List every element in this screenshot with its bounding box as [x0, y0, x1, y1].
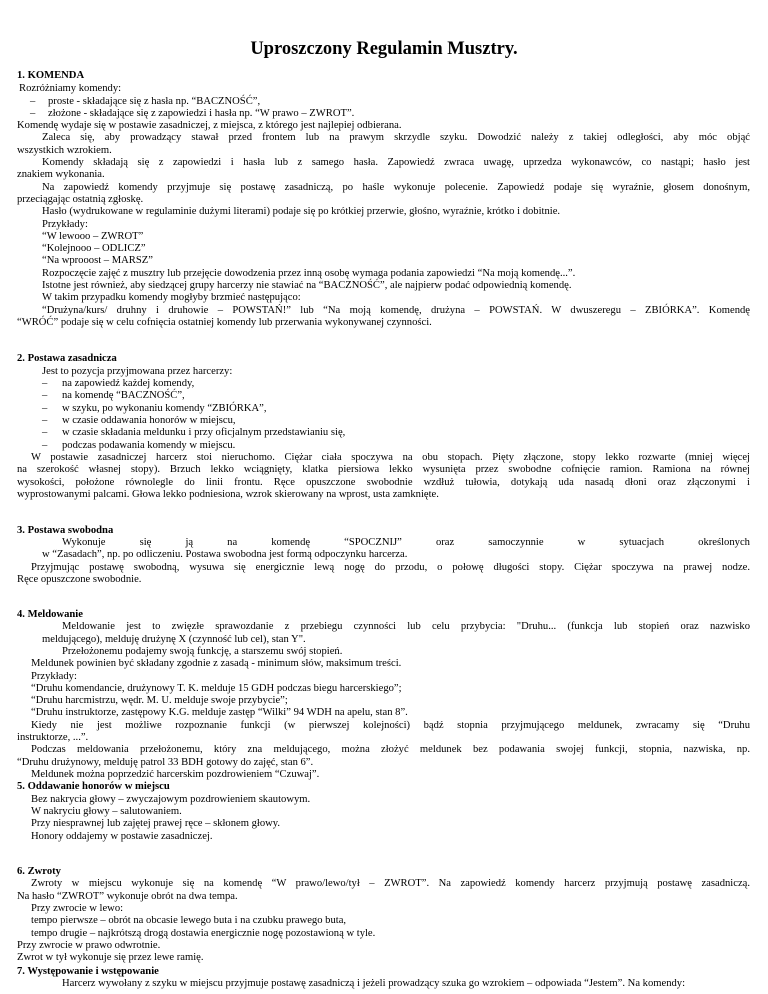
paragraph-line: Przy zwrocie w prawo odwrotnie.: [17, 940, 161, 951]
paragraph-line: Przyjmując postawę swobodną, wysuwa się energicznie lewą nogę do przodu, o połowę długości stopy. Ciężar spoczywa na prawej nodze.: [31, 562, 750, 573]
example-report: “Druhu komendancie, drużynowy T. K. melduje 15 GDH podczas biegu harcerskiego”;: [31, 683, 402, 694]
paragraph-line: wysokości, położone równolegle do linii frontu. Ręce opuszczone swobodnie wzdłuż tułowia, dotykają uda nasadą dłoni oraz złączonymi i: [17, 477, 750, 488]
paragraph-line: Meldunek powinien być składany zgodnie z zasadą - minimum słów, maksimum treści.: [31, 658, 402, 669]
paragraph-line: Ręce opuszczone swobodnie.: [17, 574, 142, 585]
word: się: [139, 537, 152, 548]
paragraph-line: wszystkich wzrokiem.: [17, 145, 112, 156]
paragraph-line: przeciągając ostatnią zgłoskę.: [17, 194, 144, 205]
paragraph-line: instruktorze, ...”.: [17, 732, 89, 743]
paragraph-line: wyprostowanymi palcami. Głowa lekko podniesiona, wzrok skierowany na wprost, usta zamknięte.: [17, 489, 439, 500]
list-item: w szyku, po wykonaniu komendy “ZBIÓRKA”,: [62, 403, 267, 414]
paragraph-line: Meldowanie jest to zwięzłe sprawozdanie z przebiegu czynności lub celu przybycia: "Druhu... (funkcja lub stopień oraz nazwisko: [62, 621, 750, 632]
paragraph-line: Meldunek można poprzedzić harcerskim pozdrowieniem “Czuwaj”.: [31, 769, 320, 780]
paragraph-line: Przykłady:: [42, 219, 88, 230]
word: w: [577, 537, 586, 548]
section-heading-wystepowanie: 7. Występowanie i wstępowanie: [17, 966, 159, 977]
paragraph-line: Na zapowiedź komendy przyjmuje się postawę zasadniczą, po haśle wykonuje polecenie. Zapowiedź podaje się wyraźnie, głosem donośnym,: [42, 182, 750, 193]
paragraph-line: znakiem wykonania.: [17, 169, 105, 180]
paragraph-line: Na komendy:: [625, 978, 686, 989]
paragraph-line: tempo drugie – najkrótszą drogą dostawia energicznie nogę pozostawioną w tyle.: [31, 928, 376, 939]
word: ją: [185, 537, 194, 548]
paragraph-line: “Druhu drużynowy, melduję patrol 33 BDH gotowy do zajęć, stan 6”.: [17, 757, 314, 768]
list-dash: –: [42, 403, 48, 414]
list-item: na komendę “BACZNOŚĆ”,: [62, 390, 185, 401]
section-heading-postawa-zasadnicza: 2. Postawa zasadnicza: [17, 353, 117, 364]
list-item: na zapowiedź każdej komendy,: [62, 378, 195, 389]
word: komendę: [271, 537, 311, 548]
word: na: [227, 537, 238, 548]
word: “SPOCZNIJ”: [344, 537, 402, 548]
paragraph-line: na szerokość własnej stopy). Brzuch lekko wciągnięty, klatka piersiowa lekko wysunięta przez swobodne cofnięcie ramion. Ramiona na równej: [17, 464, 750, 475]
list-item: podczas podawania komendy w miejscu.: [62, 440, 236, 451]
paragraph-line: Przełożonemu podajemy swoją funkcję, a starszemu swój stopień.: [62, 646, 343, 657]
paragraph-line: Zaleca się, aby prowadzący stawał przed frontem lub na prawym skrzydle szyku. Dowodzić należy z takiej odległości, aby móc objąć: [42, 132, 750, 143]
paragraph-line: w “Zasadach”, np. po odliczeniu. Postawa swobodna jest formą odpoczynku harcerza.: [42, 549, 408, 560]
paragraph-line: “Drużyna/kurs/ druhny i druhowie – POWSTAŃ!” lub “Na moją komendę, drużyna – POWSTAŃ. W dwuszeregu – ZBIÓRKA”. Komendę: [42, 305, 750, 316]
paragraph-line: [62, 537, 750, 549]
list-dash: –: [42, 378, 48, 389]
list-dash: –: [42, 415, 48, 426]
list-item: w czasie oddawania honorów w miejscu,: [62, 415, 236, 426]
paragraph-line: Istotne jest również, aby siedzącej grupy harcerzy nie stawiać na “BACZNOŚĆ”, ale najpierw podać odpowiednią komendę.: [42, 280, 572, 291]
paragraph-line: Jest to pozycja przyjmowana przez harcerzy:: [42, 366, 233, 377]
paragraph-line: Rozpoczęcie zajęć z musztry lub przejęcie dowodzenia przez inną osobę wymaga podania zapowiedzi “Na moją komendę...”.: [42, 268, 576, 279]
list-dash: –: [42, 427, 48, 438]
paragraph-line: Honory oddajemy w postawie zasadniczej.: [31, 831, 213, 842]
example-report: “Druhu harcmistrzu, wędr. M. U. melduje swoje przybycie”;: [31, 695, 288, 706]
paragraph-line: “WRÓĆ” podaje się w celu cofnięcia ostatniej komendy lub przerwania wykonywanej czynności.: [17, 317, 432, 328]
paragraph-line: W nakryciu głowy – salutowaniem.: [31, 806, 182, 817]
paragraph-line: W takim przypadku komendy mogłyby brzmieć następująco:: [42, 292, 301, 303]
paragraph-line: Komendę wydaje się w postawie zasadniczej, z miejsca, z którego jest najlepiej odbierana.: [17, 120, 402, 131]
paragraph-line: Przy niesprawnej lub zajętej prawej ręce – skłonem głowy.: [31, 818, 281, 829]
paragraph-line: W postawie zasadniczej harcerz stoi nieruchomo. Ciężar ciała spoczywa na obu stopach. Pięty złączone, stopy lekko rozwarte (mniej więcej: [31, 452, 750, 463]
list-dash: –: [42, 390, 48, 401]
document-title: Uproszczony Regulamin Musztry.: [250, 39, 518, 59]
list-dash: –: [30, 108, 36, 119]
word: oraz: [435, 537, 455, 548]
list-dash: –: [42, 440, 48, 451]
paragraph-line: Komendy składają się z zapowiedzi i hasła lub z samego hasła. Zapowiedź zwraca uwagę, uprzedza wykonawców, co nastąpi; hasło jest: [42, 157, 750, 168]
paragraph-line: Na hasło “ZWROT” wykonuje obrót na dwa tempa.: [17, 891, 238, 902]
paragraph-line: Podczas meldowania przełożonemu, który zna meldującego, można złożyć meldunek bez podawania swojej funkcji, stopnia, nazwiska, np.: [31, 744, 750, 755]
word: określonych: [698, 537, 750, 548]
paragraph-line: tempo pierwsze – obrót na obcasie lewego buta i na czubku prawego buta,: [31, 915, 347, 926]
word: Wykonuje: [62, 537, 106, 548]
paragraph-line: Bez nakrycia głowy – zwyczajowym pozdrowieniem skautowym.: [31, 794, 311, 805]
section-heading-oddawanie-honorow: 5. Oddawanie honorów w miejscu: [17, 781, 170, 792]
paragraph-line: Przy zwrocie w lewo:: [31, 903, 124, 914]
section-heading-zwroty: 6. Zwroty: [17, 866, 61, 877]
list-dash: –: [30, 96, 36, 107]
paragraph-line: Rozróżniamy komendy:: [19, 83, 122, 94]
list-item: złożone - składające się z zapowiedzi i hasła np. “W prawo – ZWROT”.: [48, 108, 355, 119]
section-heading-komenda: 1. KOMENDA: [17, 70, 85, 81]
example-command: “W lewooo – ZWROT”: [42, 231, 144, 242]
word: samoczynnie: [488, 537, 544, 548]
example-report: “Druhu instruktorze, zastępowy K.G. melduje zastęp “Wilki” 94 WDH na apelu, stan 8”.: [31, 707, 408, 718]
paragraph-line: Przykłady:: [31, 671, 77, 682]
list-item: proste - składające się z hasła np. “BACZNOŚĆ”,: [48, 96, 261, 107]
paragraph-line: Zwrot w tył wykonuje się przez lewe ramię.: [17, 952, 204, 963]
paragraph-line: Zwroty w miejscu wykonuje się na komendę “W prawo/lewo/tył – ZWROT”. Na zapowiedź komendy harcerz przyjmują postawę zasadniczą.: [31, 878, 750, 889]
list-item: w czasie składania meldunku i przy oficjalnym przedstawianiu się,: [62, 427, 346, 438]
paragraph-line: meldującego), melduję drużynę X (czynność lub cel), stan Y".: [42, 634, 306, 645]
word: sytuacjach: [619, 537, 665, 548]
section-heading-postawa-swobodna: 3. Postawa swobodna: [17, 525, 114, 536]
example-command: “Na wprooost – MARSZ”: [42, 255, 153, 266]
paragraph-line: Kiedy nie jest możliwe rozpoznanie funkcji (w pierwszej kolejności) bądź stopnia przyjmującego meldunek, zwracamy się “Druhu: [31, 720, 750, 731]
paragraph-line: Hasło (wydrukowane w regulaminie dużymi literami) podaje się po krótkiej przerwie, głośno, wyraźnie, krótko i dobitnie.: [42, 206, 561, 217]
paragraph-line: Harcerz wywołany z szyku w miejscu przyjmuje postawę zasadniczą i jeżeli prowadzący szuka go wzrokiem – odpowiada “Jestem”. Na komendy:: [62, 978, 686, 989]
section-heading-meldowanie: 4. Meldowanie: [17, 609, 83, 620]
example-command: “Kolejnooo – ODLICZ”: [42, 243, 146, 254]
